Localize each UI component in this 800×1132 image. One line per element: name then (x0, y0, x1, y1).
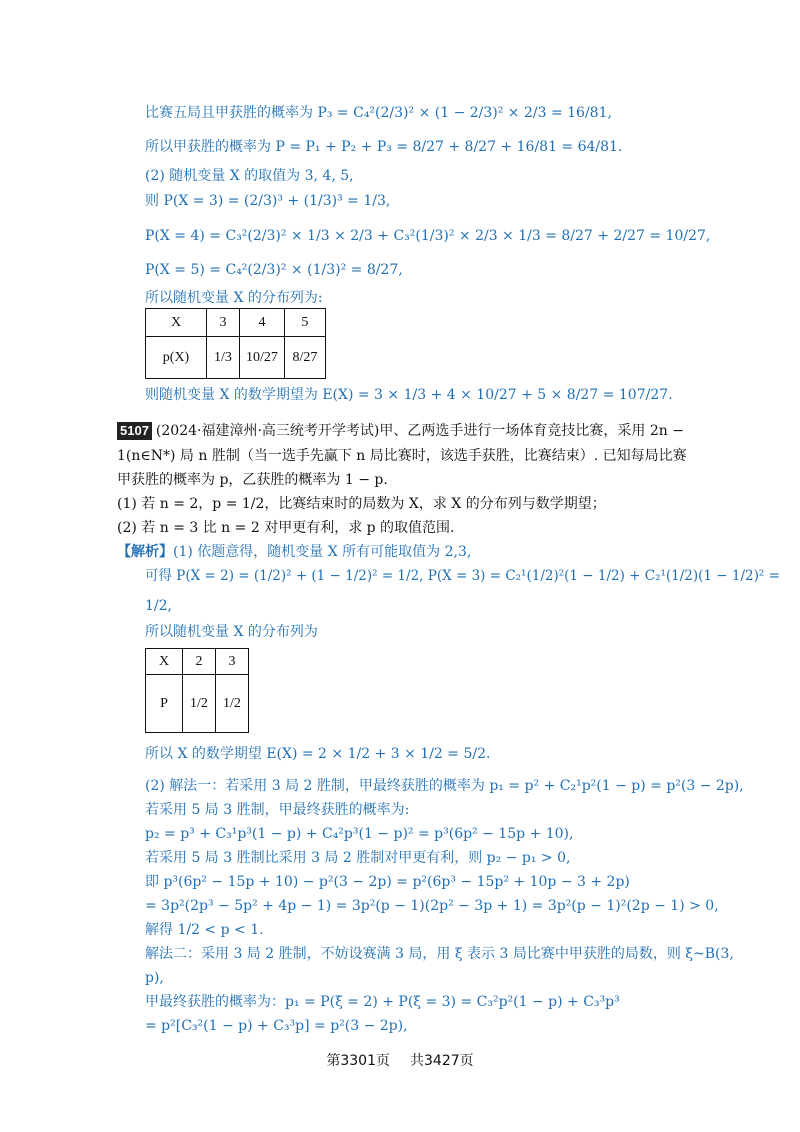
table-cell: 10/27 (240, 337, 285, 379)
text-line: p), (145, 970, 164, 986)
total-pages: 共3427页 (410, 1053, 474, 1069)
table-cell: 3 (216, 649, 249, 675)
solution-line (117, 542, 471, 562)
table-cell: 1/2 (216, 675, 249, 733)
text-line: P(X = 4) = C₃²(2/3)² × 1/3 × 2/3 + C₃²(1/3)² × 2/3 × 1/3 = 8/27 + 2/27 = 10/27, (145, 228, 711, 244)
problem-text: (2024·福建漳州·高三统考开学考试)甲、乙两选手进行一场体育竞技比赛，采用 2n − (155, 423, 684, 439)
solution-text: (1) 依题意得，随机变量 X 所有可能取值为 2,3, (173, 544, 472, 560)
text-line: 比赛五局且甲获胜的概率为 P₃ = C₄²(2/3)² × (1 − 2/3)² × 2/3 = 16/81, (145, 105, 612, 121)
text-line: 则随机变量 X 的数学期望为 E(X) = 3 × 1/3 + 4 × 10/27 + 5 × 8/27 = 107/27. (145, 387, 673, 403)
text-line: 1/2, (145, 598, 172, 614)
text-line: 可得 P(X = 2) = (1/2)² + (1 − 1/2)² = 1/2, P(X = 3) = C₂¹(1/2)²(1 − 1/2) + C₂¹(1/2)(1 − 1/2)² = (145, 568, 780, 584)
table-cell: 1/2 (183, 675, 216, 733)
problem-line: (1) 若 n = 2，p = 1/2，比赛结束时的局数为 X，求 X 的分布列与数学期望； (117, 496, 606, 512)
text-line: 所以 X 的数学期望 E(X) = 2 × 1/2 + 3 × 1/2 = 5/2. (145, 746, 491, 762)
text-line: (2) 解法一：若采用 3 局 2 胜制，甲最终获胜的概率为 p₁ = p² + C₂¹p²(1 − p) = p²(3 − 2p), (145, 778, 744, 794)
table-cell: 1/3 (207, 337, 240, 379)
text-line: = 3p²(2p³ − 5p² + 4p − 1) = 3p²(p − 1)(2p² − 3p + 1) = 3p²(p − 1)²(2p − 1) > 0, (145, 898, 719, 914)
table-cell: 5 (284, 309, 325, 337)
problem-line: 1(n∈N*) 局 n 胜制（当一选手先赢下 n 局比赛时，该选手获胜，比赛结束）. 已知每局比赛 (117, 448, 687, 464)
text-line: 解法二：采用 3 局 2 胜制，不妨设赛满 3 局，用 ξ 表示 3 局比赛中甲获胜的局数，则 ξ~B(3, (145, 946, 734, 962)
text-line: 甲最终获胜的概率为：p₁ = P(ξ = 2) + P(ξ = 3) = C₃²p²(1 − p) + C₃³p³ (145, 994, 620, 1010)
table-cell: 2 (183, 649, 216, 675)
problem-line: 甲获胜的概率为 p，乙获胜的概率为 1 − p. (117, 472, 388, 488)
table-cell: 8/27 (284, 337, 325, 379)
text-line: 所以甲获胜的概率为 P = P₁ + P₂ + P₃ = 8/27 + 8/27 + 16/81 = 64/81. (145, 139, 623, 155)
text-line: 若采用 5 局 3 胜制，甲最终获胜的概率为: (145, 802, 410, 818)
page-number: 第3301页 (326, 1053, 390, 1069)
problem-line (117, 421, 684, 441)
table-cell: 4 (240, 309, 285, 337)
text-line: 若采用 5 局 3 胜制比采用 3 局 2 胜制对甲更有利，则 p₂ − p₁ > 0, (145, 850, 571, 866)
distribution-table-1 (145, 308, 326, 379)
text-line: = p²[C₃²(1 − p) + C₃³p] = p²(3 − 2p), (145, 1018, 408, 1034)
text-line: (2) 随机变量 X 的取值为 3, 4, 5, (145, 168, 354, 184)
table-cell: P (146, 675, 183, 733)
table-cell: X (146, 649, 183, 675)
table-cell: X (146, 309, 207, 337)
page-footer (0, 1050, 800, 1070)
text-line: P(X = 5) = C₄²(2/3)² × (1/3)² = 8/27, (145, 262, 403, 278)
text-line: p₂ = p³ + C₃¹p³(1 − p) + C₄²p³(1 − p)² = p³(6p² − 15p + 10), (145, 826, 574, 842)
text-line: 所以随机变量 X 的分布列为 (145, 624, 318, 640)
solution-label: 【解析】 (117, 544, 173, 560)
table-cell: p(X) (146, 337, 207, 379)
text-line: 所以随机变量 X 的分布列为: (145, 290, 323, 306)
table-cell: 3 (207, 309, 240, 337)
text-line: 则 P(X = 3) = (2/3)³ + (1/3)³ = 1/3, (145, 193, 391, 209)
distribution-table-2 (145, 648, 249, 733)
problem-line: (2) 若 n = 3 比 n = 2 对甲更有利，求 p 的取值范围. (117, 520, 455, 536)
problem-number-badge: 5107 (117, 422, 152, 440)
text-line: 解得 1/2 < p < 1. (145, 922, 264, 938)
text-line: 即 p³(6p² − 15p + 10) − p²(3 − 2p) = p²(6p³ − 15p² + 10p − 3 + 2p) (145, 874, 630, 890)
